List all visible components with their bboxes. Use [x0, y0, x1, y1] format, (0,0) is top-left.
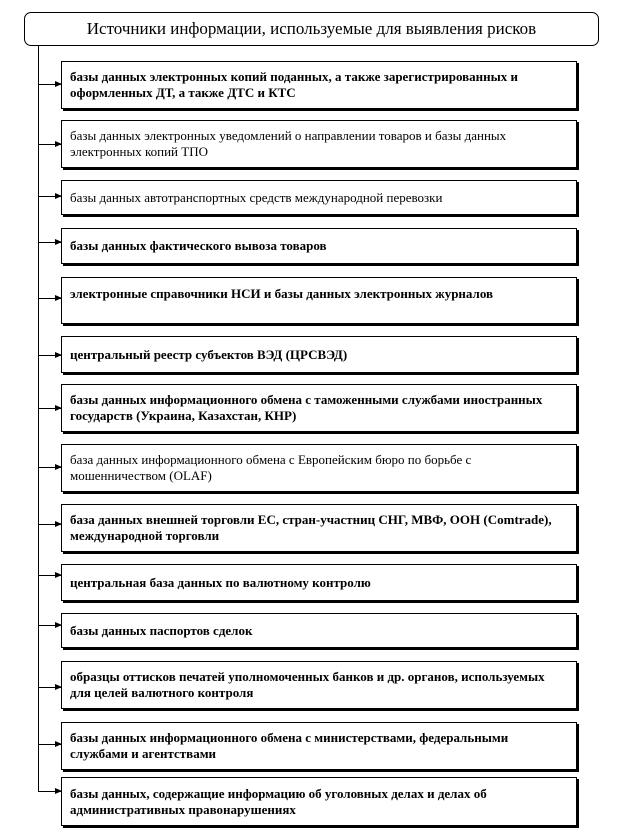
arrow-2 [38, 144, 61, 145]
source-box-12: образцы оттисков печатей уполномоченных банков и др. органов, используемых для целей валютного контроля [61, 661, 577, 709]
arrow-8 [38, 467, 61, 468]
source-box-11: базы данных паспортов сделок [61, 613, 577, 648]
arrow-1 [38, 84, 61, 85]
source-box-4: базы данных фактического вывоза товаров [61, 228, 577, 264]
arrow-4 [38, 242, 61, 243]
arrow-3 [38, 196, 61, 197]
arrow-9 [38, 524, 61, 525]
source-box-6: центральный реестр субъектов ВЭД (ЦРСВЭД) [61, 336, 577, 373]
source-box-7: базы данных информационного обмена с таможенными службами иностранных государств (Украина, Казахстан, КНР) [61, 384, 577, 432]
source-box-8: база данных информационного обмена с Европейским бюро по борьбе с мошенничеством (OLAF) [61, 444, 577, 492]
arrow-10 [38, 575, 61, 576]
arrow-13 [38, 744, 61, 745]
arrow-7 [38, 408, 61, 409]
source-box-5: электронные справочники НСИ и базы данных электронных журналов [61, 277, 577, 324]
connector-trunk [38, 46, 39, 791]
source-box-10: центральная база данных по валютному контролю [61, 564, 577, 601]
arrow-14 [38, 791, 61, 792]
source-box-2: базы данных электронных уведомлений о направлении товаров и базы данных электронных копий ТПО [61, 120, 577, 168]
source-box-1: базы данных электронных копий поданных, а также зарегистрированных и оформленных ДТ, а также ДТС и КТС [61, 61, 577, 109]
arrow-6 [38, 355, 61, 356]
arrow-11 [38, 625, 61, 626]
arrow-12 [38, 687, 61, 688]
source-box-13: базы данных информационного обмена с министерствами, федеральными службами и агентствами [61, 722, 577, 770]
diagram-title: Источники информации, используемые для выявления рисков [24, 12, 599, 46]
source-box-3: базы данных автотранспортных средств международной перевозки [61, 180, 577, 215]
source-box-14: базы данных, содержащие информацию об уголовных делах и делах об административных правонарушениях [61, 777, 577, 826]
arrow-5 [38, 298, 61, 299]
source-box-9: база данных внешней торговли ЕС, стран-участниц СНГ, МВФ, ООН (Comtrade), международной торговли [61, 504, 577, 552]
